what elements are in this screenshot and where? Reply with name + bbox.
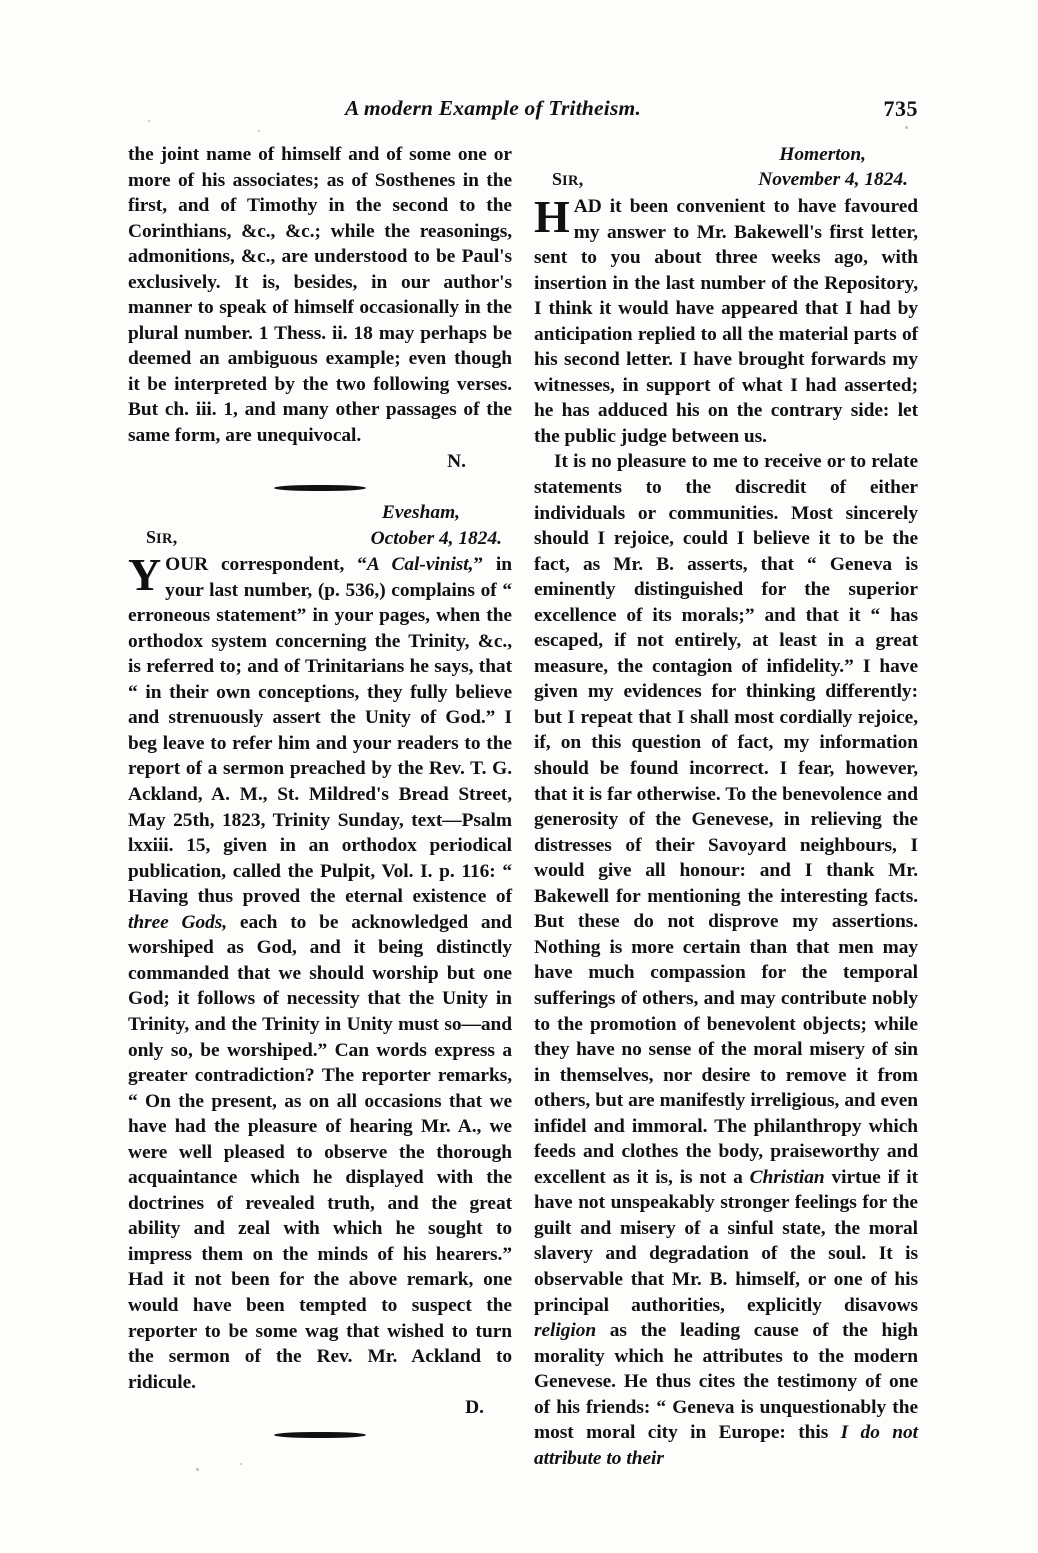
italic-religion: religion (534, 1320, 597, 1342)
letter-para-2a: It is no pleasure to me to receive or to relate statements to the discredit of either individuals or communities. Most sincerely should I rejoice, could I believe it to be the fact, as Mr. B. asserts, that “ Geneva is eminently distinguished for the superior excellence of its morals;” and that it “ has escaped, if not entirely, at least in a great measure, the contagion of infidelity.” I have given my evidences for thinking differently: but I repeat that I shall most cordially rejoice, if, on this question of fact, my information should be found incorrect. I fear, however, that it is far otherwise. To the benevolence and generosity of the Genevese, in relieving the distresses of their Savoyard neighbours, I would give all honour: and I thank Mr. Bakewell for mentioning the interesting facts. But these do not disprove my assertions. Nothing is more certain than that men may have much compassion for the temporal sufferings of others, and may contribute nobly to the promotion of benevolent objects; while they have no sense of the moral misery of sin in themselves, nor desire to remove it from others, but are manifestly irreligious, and even infidel and immoral. The philanthropy which feeds and clothes the body, praiseworthy and excellent as it is, is not a (534, 451, 918, 1188)
letter-para-2 (534, 449, 918, 1471)
signature-n: N. (447, 450, 466, 472)
page-number: 735 (883, 96, 918, 121)
letter-para-1: it been convenient to have favoured my answer to Mr. Bakewell's first letter, sent to you about three weeks ago, with insertion in the last number of the Repository, I think it would have appeared that I had by anticipation replied to all the material parts of his second letter. I have brought forwards my witnesses, in support of what I had asserted; he has adduced his on the contrary side: let the public judge between us. (534, 196, 918, 447)
letter-para-2b: virtue if it have not unspeakably stronger feelings for the guilt and misery of a sinful state, the moral slavery and degradation of the soul. It is observable that Mr. B. himself, or one of his principal authorities, explicitly disavows (534, 1166, 918, 1316)
letter-opening-a: correspondent, “ (208, 554, 367, 576)
italic-three-gods: three Gods, (128, 911, 228, 933)
dateline-homerton (534, 142, 918, 194)
letter-salutation: SIR, (146, 527, 178, 548)
letter-salutation: SIR, (552, 169, 584, 189)
italic-christian: Christian (749, 1166, 825, 1188)
left-column (128, 142, 512, 1482)
right-column (534, 142, 918, 1482)
continued-paragraph: the joint name of himself and of some one or more of his associates; as of Sosthenes in the first, and of Timothy in the second to the Corinthians, &c., &c.; while the reasonings, admonitions, &c., are understood to be Paul's exclusively. It is, besides, in our author's manner to speak of himself occasionally in the plural number. 1 Thess. ii. 18 may perhaps be deemed an ambiguous example; even though it be interpreted by the two following verses. But ch. iii. 1, and many other passages of the same form, are unequivocal. (128, 144, 512, 447)
dateline-evesham (128, 500, 512, 552)
letter-para-2c: as the leading cause of the high morality which he attributes to the modern Genevese. He thus cites the testimony of one of his friends: “ Geneva is unquestionably the most moral city in Europe: this (534, 1320, 918, 1444)
italic-a-calvinist-1: A Cal- (366, 554, 426, 576)
running-title: A modern Example of Tritheism. (344, 96, 642, 120)
letter-date: October 4, 1824. (370, 527, 502, 549)
letter-body-homerton-p1 (534, 191, 918, 449)
letter-place: Evesham, (381, 502, 460, 524)
drop-cap-h: H (534, 191, 570, 242)
italic-closing-phrase: I do not attribute to their (534, 1422, 918, 1469)
dropcap-rest: OUR (165, 554, 209, 576)
signature-d: D. (465, 1397, 484, 1419)
body-columns (128, 142, 918, 1482)
dropcap-rest: AD (573, 196, 602, 217)
closing-rule-ornament (128, 1421, 512, 1443)
letter-date: November 4, 1824. (758, 169, 908, 191)
drop-cap-y: Y (128, 549, 162, 601)
letter-opening-b: ” in your last number, (p. 536,) complains of “ erroneous statement” in your pages, when the orthodox system concerning the Trinity, &c., is referred to; and of Trinitarians he says, that “ in their own conceptions, they fully believe and strenuously assert the Unity of God.” I beg leave to refer him and your readers to the report of a sermon preached by the Rev. T. G. Ackland, A. M., St. Mildred's Bread Street, May 25th, 1823, Trinity Sunday, text—Psalm lxxiii. 15, given in an orthodox periodical publication, called the Pulpit, Vol. I. p. 116: “ Having thus proved the eternal existence of (128, 554, 512, 908)
letter-body-evesham (128, 549, 512, 1395)
scan-speckle (258, 130, 260, 132)
letter-opening-c: each to be acknowledged and worshiped as God, and it being distinctly commanded that we should worship but one God; it follows of necessity that the Unity in Trinity, and the Trinity in Unity must so—and only so, be worshiped.” Can words express a greater contradiction? The reporter remarks, “ On the present, as on all occasions that we have had the pleasure of hearing Mr. A., we were well pleased to observe the thorough acquaintance which he displayed with the doctrines of revealed truth, and the great ability and zeal with which he sought to impress them on the minds of his hearers.” Had it not been for the above remark, one would have been tempted to suspect the reporter to be some wag that wished to turn the sermon of the Rev. Mr. Ackland to ridicule. (128, 911, 512, 1393)
italic-a-calvinist-2: vinist, (425, 554, 474, 576)
running-head (120, 96, 920, 130)
letter-place: Homerton, (779, 144, 866, 165)
section-rule-ornament (128, 474, 512, 500)
